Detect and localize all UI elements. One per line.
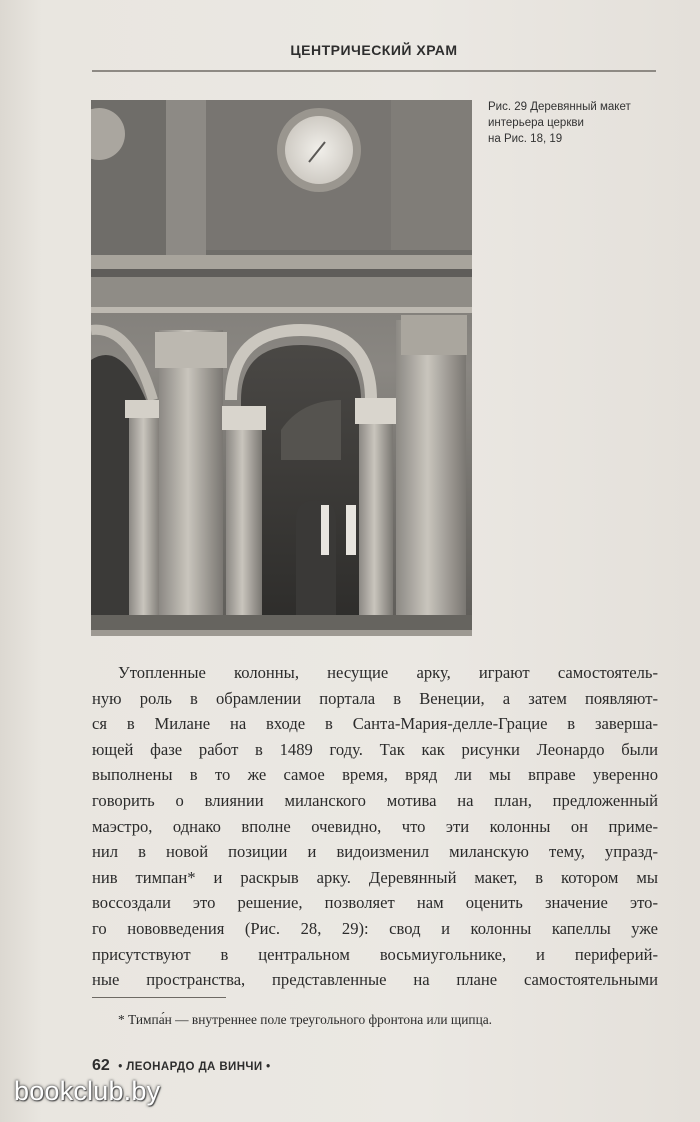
text-line: говорить о влиянии миланского мотива на план, предложенный [92, 790, 658, 810]
caption-line: на Рис. 18, 19 [488, 133, 563, 145]
text-line: ся в Милане на входе в Санта-Мария-делле-Грацие в заверша- [92, 714, 658, 734]
footnote-rule [92, 997, 226, 998]
figure-photo-church-model [91, 100, 472, 636]
text-line: присутствуют в центральном восьмиугольнике, и периферий- [92, 944, 658, 964]
header-rule [92, 70, 656, 72]
running-head: ЦЕНТРИЧЕСКИЙ ХРАМ [290, 42, 458, 58]
text-line: выполнены в то же самое время, вряд ли мы вправе уверенно [92, 765, 658, 785]
text-line: нив тимпан* и раскрыв арку. Деревянный макет, в котором мы [92, 867, 658, 887]
text-line: ющей фазе работ в 1489 году. Так как рисунки Леонардо были [92, 739, 658, 759]
figure-caption [488, 99, 668, 147]
caption-line: интерьера церкви [488, 117, 584, 129]
text-line: Утопленные колонны, несущие арку, играют самостоятель- [118, 663, 658, 682]
text-line: го нововведения (Рис. 28, 29): свод и колонны капеллы уже [92, 918, 658, 938]
page-number: 62 [92, 1057, 110, 1074]
caption-line: Рис. 29 Деревянный макет [488, 101, 631, 113]
footnote: * Тимпа́н — внутреннее поле треугольного фронтона или щипца. [118, 1012, 493, 1027]
page-footer [92, 1057, 271, 1075]
text-line: маэстро, однако вполне очевидно, что эти колонны он приме- [92, 816, 658, 836]
text-line: ные пространства, представленные на плане самостоятельными [92, 970, 658, 990]
text-line: нил в новой позиции и видоизменил миланскую тему, упразд- [92, 842, 658, 862]
watermark-logo: bookclub.by [14, 1076, 161, 1106]
book-title: • ЛЕОНАРДО ДА ВИНЧИ • [118, 1061, 271, 1073]
church-interior-photo [91, 100, 472, 636]
body-paragraph [92, 660, 658, 993]
text-line: воссоздали это решение, позволяет нам оценить значение это- [92, 893, 658, 913]
text-line: ную роль в обрамлении портала в Венеции, а затем появляют- [92, 688, 658, 708]
